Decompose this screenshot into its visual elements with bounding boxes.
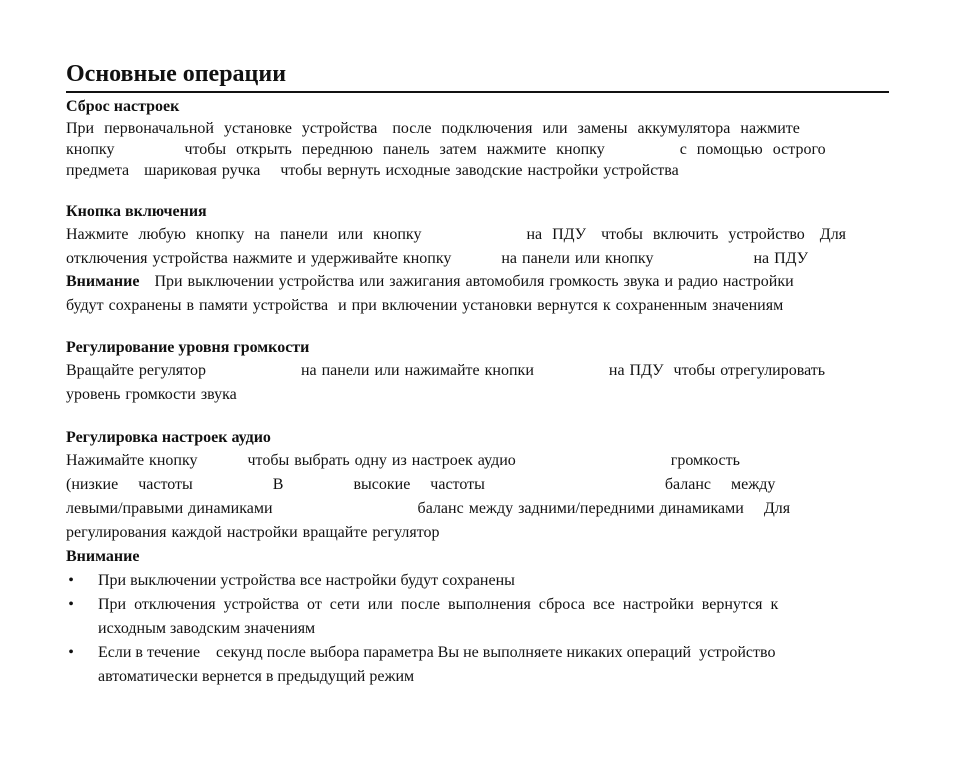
section-reset (66, 96, 889, 181)
attention-item-3-line-1: Если в течение секунд после выбора параметра Вы не выполняете никаких операций устройство (98, 644, 776, 661)
list-item (66, 641, 889, 689)
power-note-label: Внимание (66, 273, 140, 290)
audio-line-3: левыми/правыми динамиками баланс между задними/передними динамиками Для (66, 500, 791, 517)
section-volume (66, 337, 889, 407)
power-note-text-1: При выключении устройства или зажигания автомобиля громкость звука и радио настройки (139, 273, 794, 290)
section-audio (66, 427, 889, 545)
audio-paragraph (66, 449, 889, 545)
section-heading-attention: Внимание (66, 548, 140, 565)
power-paragraph (66, 223, 889, 317)
document-page (66, 58, 889, 689)
power-note-line-2: будут сохранены в памяти устройства и при включении установки вернутся к сохраненным значениям (66, 296, 784, 314)
section-heading-volume: Регулирование уровня громкости (66, 339, 310, 356)
volume-line-1: Вращайте регулятор на панели или нажимайте кнопки на ПДУ чтобы отрегулировать (66, 362, 826, 379)
attention-list (66, 569, 889, 689)
bullet-icon: • (68, 596, 74, 613)
volume-line-2: уровень громкости звука (66, 386, 237, 403)
attention-item-1-text: При выключении устройства все настройки будут сохранены (98, 572, 515, 589)
reset-line-1: При первоначальной установке устройства после подключения или замены аккумулятора нажмите (66, 120, 800, 137)
reset-line-2: кнопку чтобы открыть переднюю панель затем нажмите кнопку с помощью острого (66, 141, 826, 158)
section-heading-reset: Сброс настроек (66, 98, 180, 115)
attention-item-3-line-2: автоматически вернется в предыдущий режим (98, 668, 415, 685)
section-heading-power: Кнопка включения (66, 203, 207, 220)
bullet-icon: • (68, 572, 74, 589)
page-title: Основные операции (66, 58, 889, 93)
bullet-icon: • (68, 644, 74, 661)
audio-line-1: Нажимайте кнопку чтобы выбрать одну из настроек аудио громкость (66, 452, 740, 469)
section-power (66, 201, 889, 317)
power-line-1: Нажмите любую кнопку на панели или кнопку на ПДУ чтобы включить устройство Для (66, 226, 847, 243)
attention-item-2-line-2: исходным заводским значениям (98, 620, 316, 637)
attention-item-2-line-1: При отключения устройства от сети или после выполнения сброса все настройки вернутся к (98, 596, 779, 613)
reset-line-3: предмета шариковая ручка чтобы вернуть исходные заводские настройки устройства (66, 162, 679, 179)
audio-line-2: (низкие частоты В высокие частоты баланс между (66, 476, 776, 493)
reset-paragraph (66, 118, 889, 181)
section-attention (66, 545, 889, 689)
list-item (66, 593, 889, 641)
power-note-line-1 (66, 270, 889, 294)
list-item (66, 569, 889, 593)
audio-line-4: регулирования каждой настройки вращайте регулятор (66, 524, 440, 541)
power-line-2: отключения устройства нажмите и удерживайте кнопку на панели или кнопку на ПДУ (66, 249, 809, 267)
volume-paragraph (66, 359, 889, 407)
section-heading-audio: Регулировка настроек аудио (66, 429, 271, 446)
